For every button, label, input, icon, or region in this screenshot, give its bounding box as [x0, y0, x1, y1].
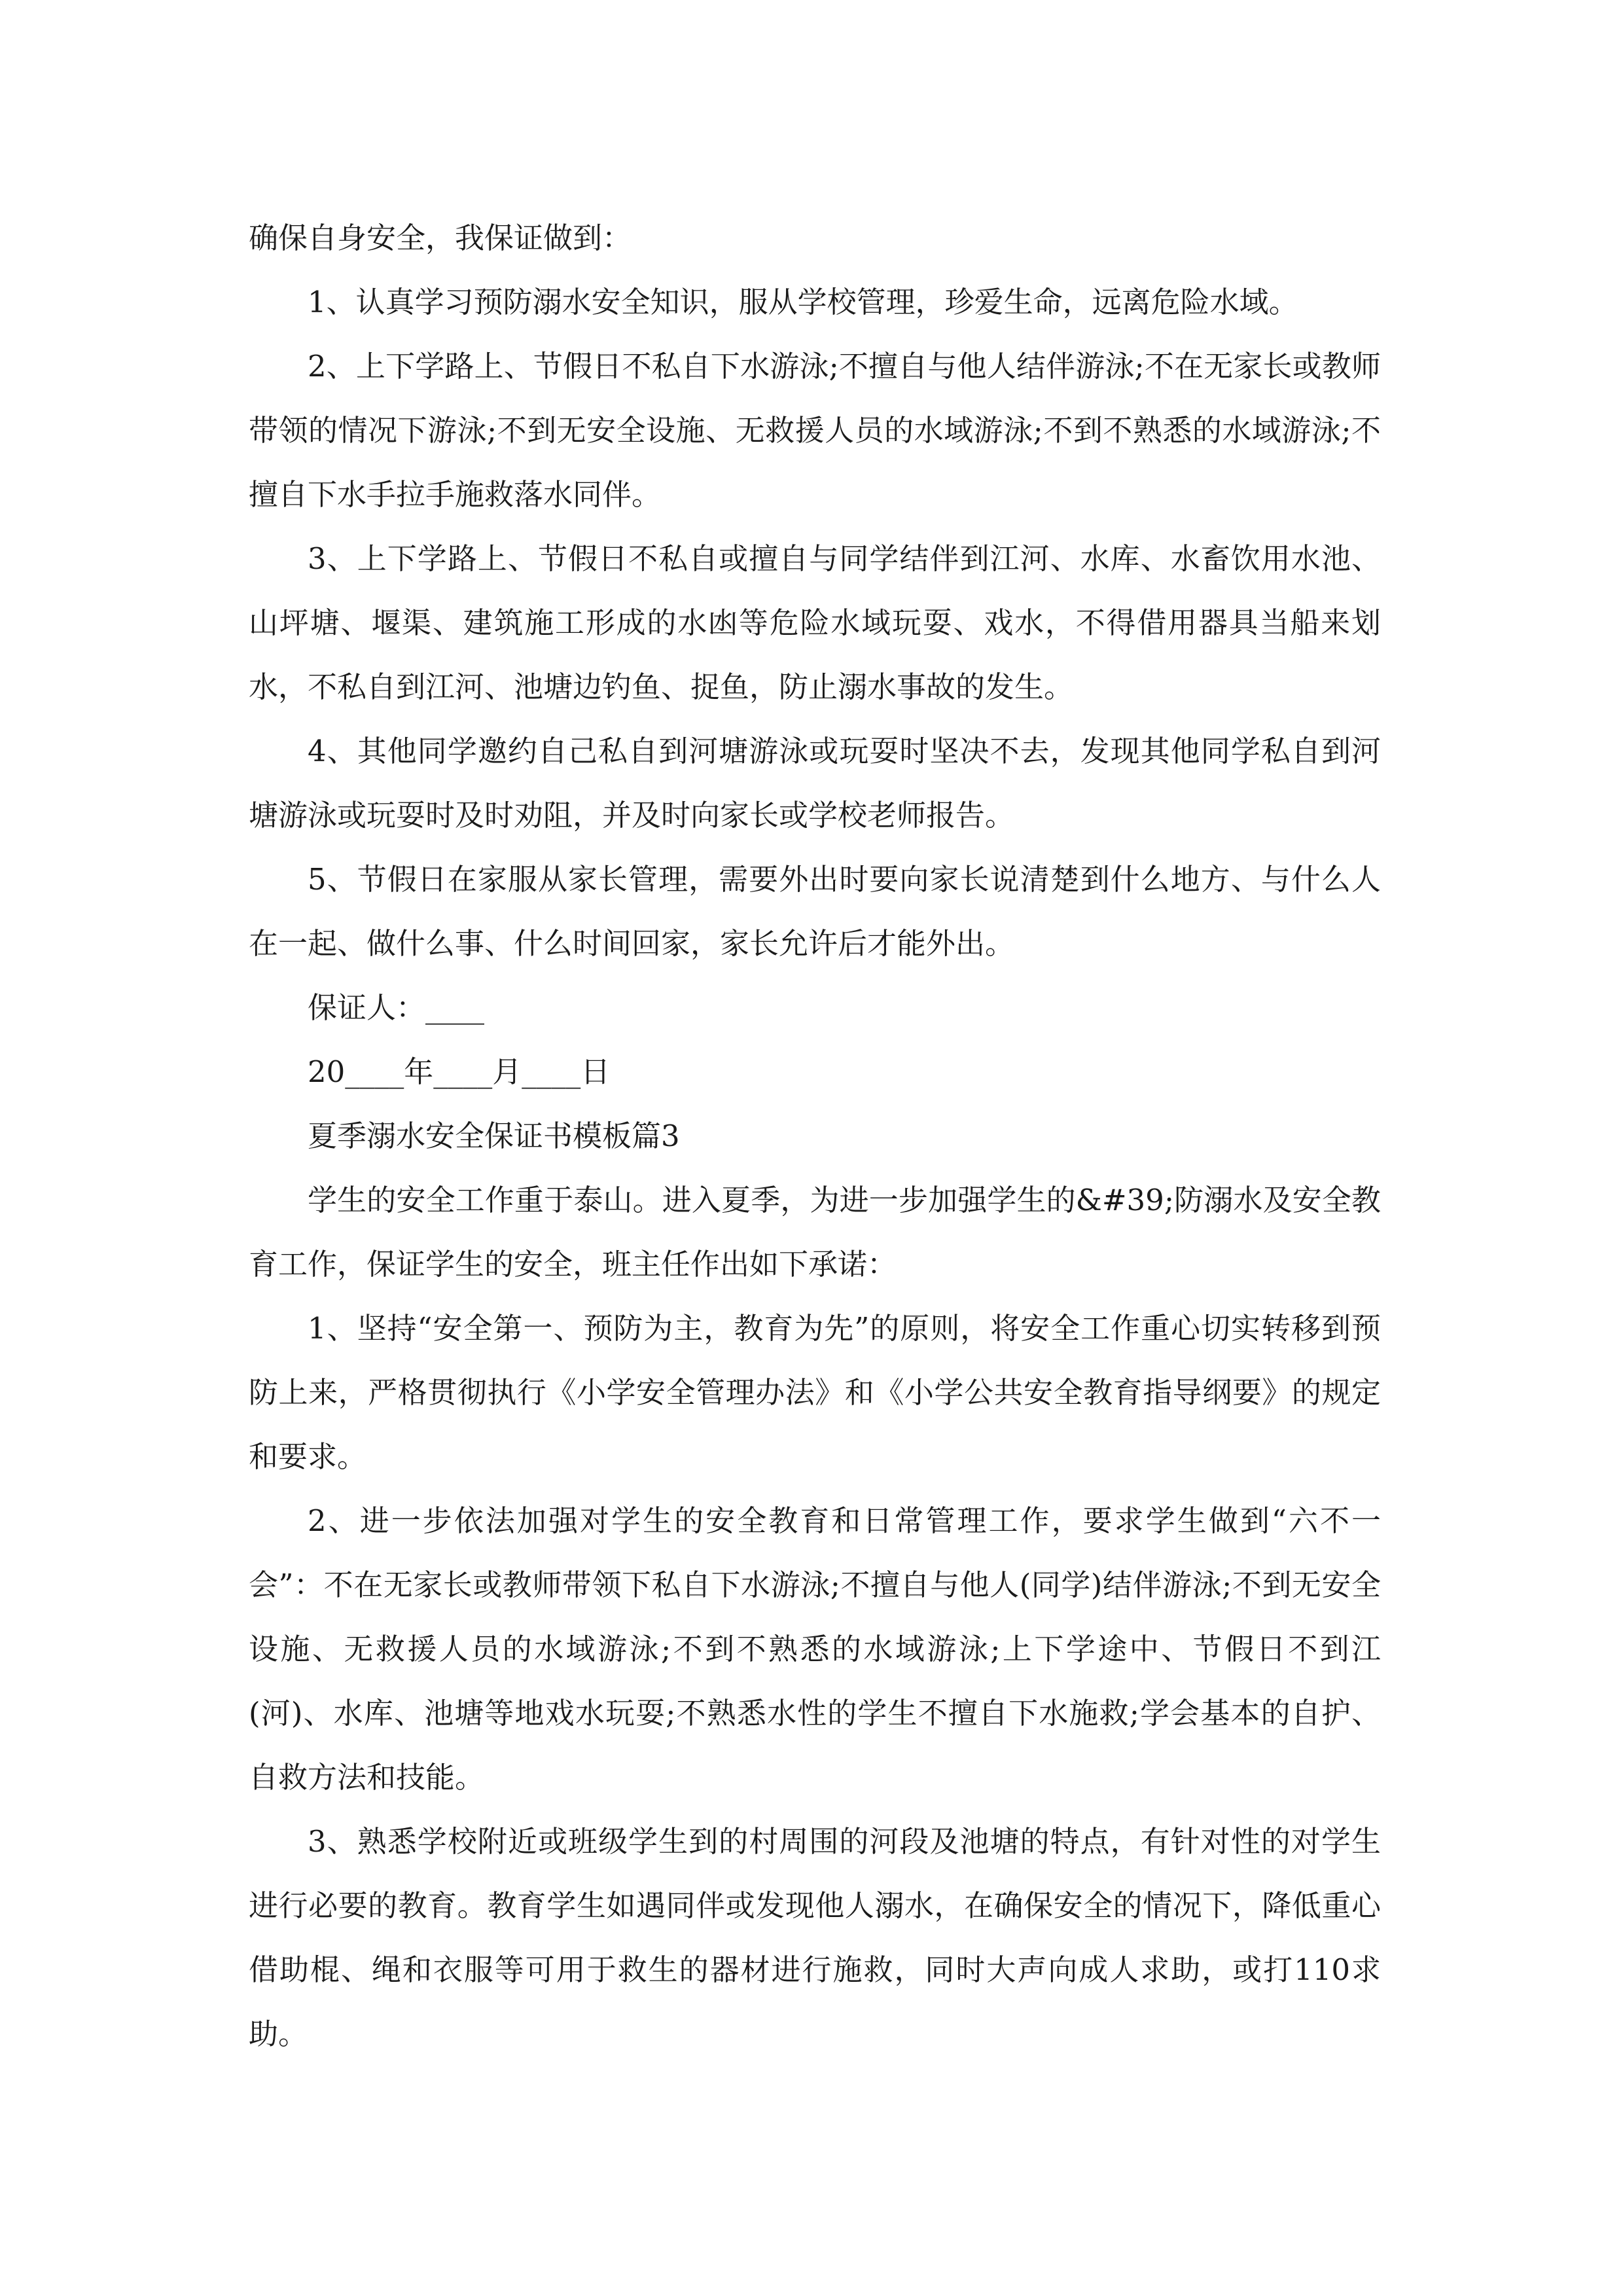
paragraph-item-5: 5、节假日在家服从家长管理，需要外出时要向家长说清楚到什么地方、与什么人在一起、做什么事、什么时间回家，家长允许后才能外出。 [249, 862, 1381, 961]
paragraph-intro: 确保自身安全，我保证做到： [249, 221, 632, 255]
guarantor-signature-line: 保证人：____ [308, 990, 485, 1025]
date-line: 20____年____月____日 [308, 1054, 611, 1089]
paragraph-item-4: 4、其他同学邀约自己私自到河塘游泳或玩耍时坚决不去，发现其他同学私自到河塘游泳或玩耍时及时劝阻，并及时向家长或学校老师报告。 [249, 734, 1381, 833]
paragraph-item-1: 1、认真学习预防溺水安全知识，服从学校管理，珍爱生命，远离危险水域。 [308, 285, 1298, 319]
paragraph-commitment-1: 1、坚持“安全第一、预防为主，教育为先”的原则，将安全工作重心切实转移到预防上来，严格贯彻执行《小学安全管理办法》和《小学公共安全教育指导纲要》的规定和要求。 [249, 1311, 1381, 1474]
paragraph-item-2: 2、上下学路上、节假日不私自下水游泳;不擅自与他人结伴游泳;不在无家长或教师带领的情况下游泳;不到无安全设施、无救援人员的水域游泳;不到不熟悉的水域游泳;不擅自下水手拉手施救落水同伴。 [249, 349, 1381, 512]
paragraph-commitment-2: 2、进一步依法加强对学生的安全教育和日常管理工作，要求学生做到“六不一会”：不在无家长或教师带领下私自下水游泳;不擅自与他人(同学)结伴游泳;不到无安全设施、无救援人员的水域游泳;不到不熟悉的水域游泳;上下学途中、节假日不到江(河)、水库、池塘等地戏水玩耍;不熟悉水性的学生不擅自下水施救;学会基本的自护、自救方法和技能。 [249, 1503, 1381, 1795]
paragraph-section-intro: 学生的安全工作重于泰山。进入夏季，为进一步加强学生的&#39;防溺水及安全教育工作，保证学生的安全，班主任作出如下承诺： [249, 1183, 1381, 1282]
document-body [249, 206, 1381, 2066]
paragraph-item-3: 3、上下学路上、节假日不私自或擅自与同学结伴到江河、水库、水畜饮用水池、山坪塘、堰渠、建筑施工形成的水凼等危险水域玩耍、戏水，不得借用器具当船来划水，不私自到江河、池塘边钓鱼、捉鱼，防止溺水事故的发生。 [249, 541, 1381, 704]
paragraph-commitment-3: 3、熟悉学校附近或班级学生到的村周围的河段及池塘的特点，有针对性的对学生进行必要的教育。教育学生如遇同伴或发现他人溺水，在确保安全的情况下，降低重心借助棍、绳和衣服等可用于救生的器材进行施救，同时大声向成人求助，或打110求助。 [249, 1824, 1381, 2051]
section-heading: 夏季溺水安全保证书模板篇3 [308, 1119, 680, 1153]
